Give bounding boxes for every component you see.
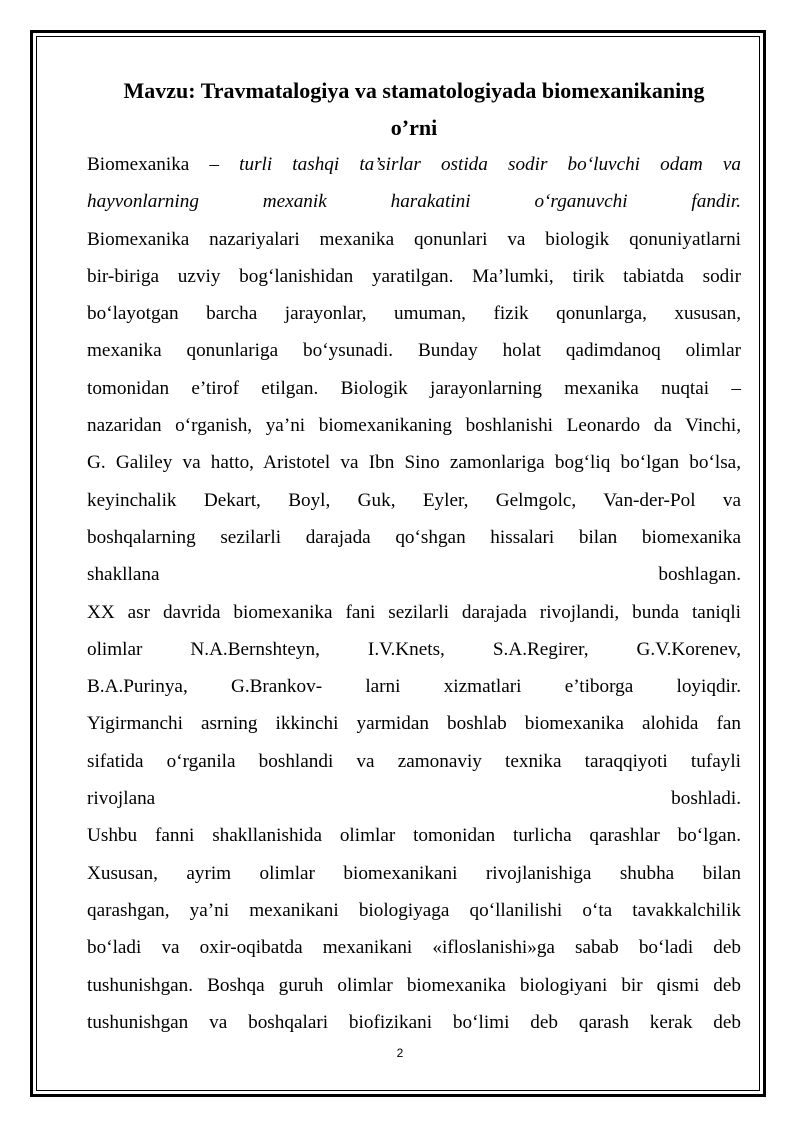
text-line	[87, 556, 741, 593]
text-line-content: Biomexanika nazariyalari mexanika qonunlari va biologik qonuniyatlarni	[87, 228, 741, 250]
text-line-content: G. Galiley va hatto, Aristotel va Ibn Sino zamonlariga bog‘liq bo‘lgan bo‘lsa,	[87, 452, 741, 474]
text-line	[87, 146, 741, 183]
title-line-1: Mavzu: Travmatalogiya va stamatologiyada biomexanikaning	[123, 78, 705, 103]
text-line-italic: hayvonlarning mexanik harakatini o‘rganuvchi fandir.	[87, 191, 741, 213]
text-line	[87, 370, 741, 407]
text-line	[87, 743, 741, 780]
text-line	[87, 407, 741, 444]
text-line-content: tomonidan e’tirof etilgan. Biologik jarayonlarning mexanika nuqtai –	[87, 377, 741, 399]
text-line-content: Yigirmanchi asrning ikkinchi yarmidan boshlab biomexanika alohida fan	[87, 713, 741, 735]
text-line	[87, 817, 741, 854]
text-line-content: Ushbu fanni shakllanishida olimlar tomonidan turlicha qarashlar bo‘lgan.	[87, 825, 741, 847]
text-line-content: B.A.Purinya, G.Brankov- larni xizmatlari e’tiborga loyiqdir.	[87, 676, 741, 698]
text-line-content: sifatida o‘rganila boshlandi va zamonaviy texnika taraqqiyoti tufayli	[87, 750, 741, 772]
text-line-content: XX asr davrida biomexanika fani sezilarli darajada rivojlandi, bunda taniqli	[87, 601, 741, 623]
text-line-content: olimlar N.A.Bernshteyn, I.V.Knets, S.A.Regirer, G.V.Korenev,	[87, 638, 741, 660]
text-line-italic: turli tashqi ta’sirlar ostida sodir bo‘luvchi odam va	[239, 154, 741, 175]
text-line-content: bir-biriga uzviy bog‘lanishidan yaratilgan. Ma’lumki, tirik tabiatda sodir	[87, 265, 741, 287]
page-number: 2	[396, 1046, 404, 1060]
document-body	[87, 72, 741, 1041]
text-line	[87, 631, 741, 668]
text-line	[87, 929, 741, 966]
text-line-content: bo‘layotgan barcha jarayonlar, umuman, fizik qonunlarga, xususan,	[87, 303, 741, 325]
text-line	[87, 444, 741, 481]
text-line	[87, 519, 741, 556]
text-line-content: nazaridan o‘rganish, ya’ni biomexanikaning boshlanishi Leonardo da Vinchi,	[87, 415, 741, 437]
text-line	[87, 967, 741, 1004]
text-line-content: mexanika qonunlariga bo‘ysunadi. Bunday holat qadimdanoq olimlar	[87, 340, 741, 362]
text-line	[87, 295, 741, 332]
text-line	[87, 332, 741, 369]
text-line-content: qarashgan, ya’ni mexanikani biologiyaga qo‘llanilishi o‘ta tavakkalchilik	[87, 899, 741, 921]
title-line-2: o’rni	[390, 115, 438, 140]
text-line	[87, 221, 741, 258]
text-line	[87, 855, 741, 892]
text-line	[87, 258, 741, 295]
text-line	[87, 705, 741, 742]
text-line	[87, 594, 741, 631]
text-line-content: shakllana boshlagan.	[87, 564, 741, 586]
body-text	[87, 146, 741, 1041]
text-line	[87, 668, 741, 705]
text-line-content: Xususan, ayrim olimlar biomexanikani rivojlanishiga shubha bilan	[87, 862, 741, 884]
text-line-content: rivojlana boshladi.	[87, 788, 741, 810]
text-line	[87, 1004, 741, 1041]
text-line-content: bo‘ladi va oxir-oqibatda mexanikani «ifloslanishi»ga sabab bo‘ladi deb	[87, 937, 741, 959]
text-line	[87, 482, 741, 519]
text-line	[87, 780, 741, 817]
text-line-content: keyinchalik Dekart, Boyl, Guk, Eyler, Gelmgolc, Van-der-Pol va	[87, 489, 741, 511]
text-line-content: tushunishgan va boshqalari biofizikani bo‘limi deb qarash kerak deb	[87, 1011, 741, 1033]
document-title	[87, 72, 741, 146]
text-line-content: boshqalarning sezilarli darajada qo‘shgan hissalari bilan biomexanika	[87, 526, 741, 548]
text-line-content: tushunishgan. Boshqa guruh olimlar biomexanika biologiyani bir qismi deb	[87, 974, 741, 996]
text-line	[87, 183, 741, 220]
text-line	[87, 892, 741, 929]
text-line-lead: Biomexanika –	[87, 154, 240, 175]
